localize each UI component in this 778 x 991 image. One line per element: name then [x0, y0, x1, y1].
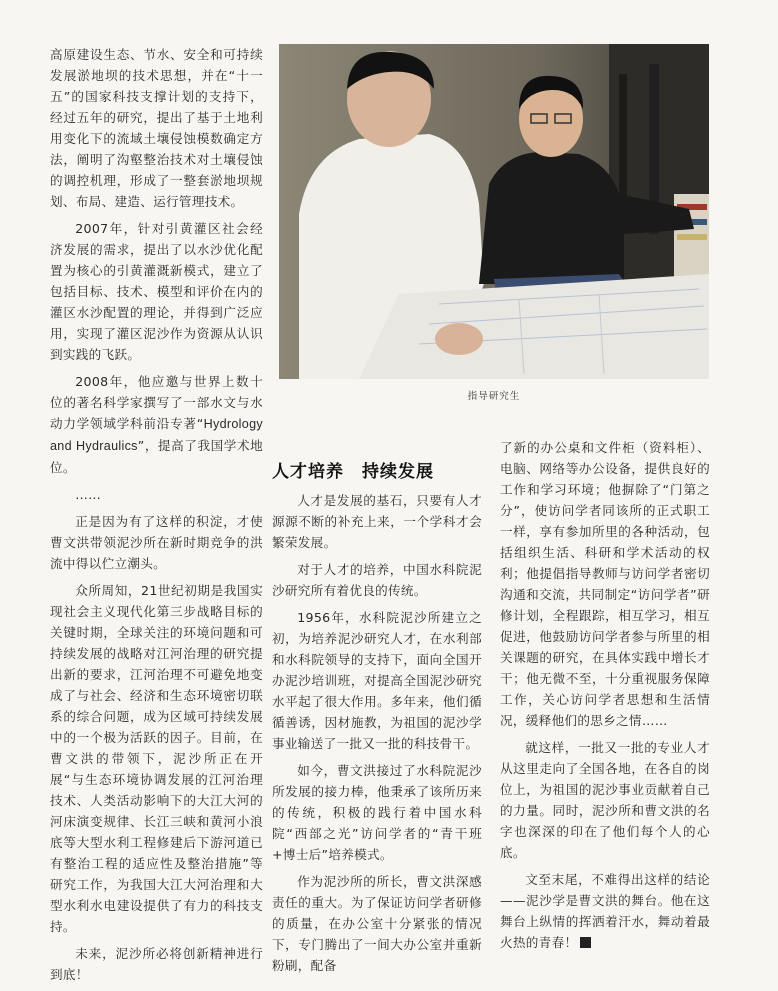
right-paragraph-3	[500, 869, 710, 953]
left-paragraph-5: 众所周知，21世纪初期是我国实现社会主义现代化第三步战略目标的关键时期，全球关注的环境问题和可持续发展的战略对江河治理的研究提出新的要求，江河治理不可避免地变成了与社会、经济和生态环境密切联系的综合问题，成为区域可持续发展中的一个极为活跃的因子。目前，在曹文洪的带领下，泥沙所正在开展“与生态环境协调发展的江河治理技术、人类活动影响下的大江大河的河床演变规律、长江三峡和黄河小浪底等大型水利工程修建后下游河道已有整治工程的适应性及整治措施”等研究工作，为我国大江大河治理和大型水利水电建设提供了有力的科技支持。	[50, 583, 263, 934]
middle-paragraph-1: 人才是发展的基石，只要有人才源源不断的补充上来，一个学科才会繁荣发展。	[272, 493, 482, 550]
section-heading: 人才培养 持续发展	[272, 462, 434, 482]
end-of-article-mark	[580, 937, 591, 948]
left-paragraph-3-text-b: ”，提高了我国学术地位。	[50, 438, 263, 475]
left-paragraph-1: 高原建设生态、节水、安全和可持续发展淤地坝的技术思想，并在“十一五”的国家科技支撑计划的支持下，经过五年的研究，提出了基于土地利用变化下的流域土壤侵蚀模数确定方法，阐明了沟壑整治技术对土壤侵蚀的调控机理，形成了一整套淤地坝规划、布局、建造、运行管理技术。	[50, 47, 263, 209]
book-title-english: Hydrology and Hydraulics	[50, 417, 263, 453]
left-paragraph-3-text-a: 2008年，他应邀与世界上数十位的著名科学家撰写了一部水文与水动力学领域学科前沿专著“	[50, 374, 263, 431]
middle-column	[272, 460, 482, 982]
photo-caption: 指导研究生	[467, 391, 521, 402]
middle-paragraph-2: 对于人才的培养，中国水科院泥沙研究所有着优良的传统。	[272, 562, 482, 598]
right-paragraph-1: 了新的办公桌和文件柜（资料柜）、电脑、网络等办公设备，提供良好的工作和学习环境；他摒除了“门第之分”，使访问学者同该所的正式职工一样，享有参加所里的各种活动，包括组织生活、科研和学术活动的权利；他提倡指导教师与访问学者密切沟通和交流，共同制定“访问学者”研修计划，全程跟踪，相互学习，相互促进，他鼓励访问学者参与所里的相关课题的研究，在具体实践中增长才干；他无微不至，十分重视服务保障工作，关心访问学者思想和生活情况，缓释他们的思乡之情……	[500, 440, 710, 728]
left-paragraph-4: 正是因为有了这样的积淀，才使曹文洪带领泥沙所在新时期竞争的洪流中得以伫立潮头。	[50, 514, 263, 571]
photo-illustration	[279, 44, 709, 379]
left-column	[50, 44, 263, 991]
photo-mentoring-student	[279, 44, 709, 379]
middle-paragraph-4: 如今，曹文洪接过了水科院泥沙所发展的接力棒，他秉承了该所历来的传统，积极的践行着中国水科院“西部之光”访问学者的“青干班+博士后”培养模式。	[272, 763, 482, 862]
right-paragraph-2: 就这样，一批又一批的专业人才从这里走向了全国各地，在各自的岗位上，为祖国的泥沙事业贡献着自己的力量。同时，泥沙所和曹文洪的名字也深深的印在了他们每个人的心底。	[500, 740, 710, 860]
right-column	[500, 437, 710, 959]
left-paragraph-2: 2007年，针对引黄灌区社会经济发展的需求，提出了以水沙优化配置为核心的引黄灌溉新模式，建立了包括目标、技术、模型和评价在内的灌区水沙配置的理论，并得到广泛应用，实现了灌区泥沙作为资源从认识到实践的飞跃。	[50, 221, 263, 362]
right-paragraph-3-text: 文至末尾，不难得出这样的结论——泥沙学是曹文洪的舞台。他在这舞台上纵情的挥洒着汗水，舞动着最火热的青春！	[500, 872, 710, 950]
middle-paragraph-3: 1956年，水科院泥沙所建立之初，为培养泥沙研究人才，在水利部和水科院领导的支持下，面向全国开办泥沙培训班，对提高全国泥沙研究水平起了很大作用。多年来，他们循循善诱，因材施教，为祖国的泥沙学事业输送了一批又一批的科技骨干。	[272, 610, 482, 751]
left-paragraph-3	[50, 371, 263, 478]
middle-paragraph-5: 作为泥沙所的所长，曹文洪深感责任的重大。为了保证访问学者研修的质量，在办公室十分紧张的情况下，专门腾出了一间大办公室并重新粉刷，配备	[272, 874, 482, 973]
ellipsis-mark: ……	[75, 487, 101, 502]
left-paragraph-6: 未来，泥沙所必将创新精神进行到底！	[50, 946, 263, 982]
